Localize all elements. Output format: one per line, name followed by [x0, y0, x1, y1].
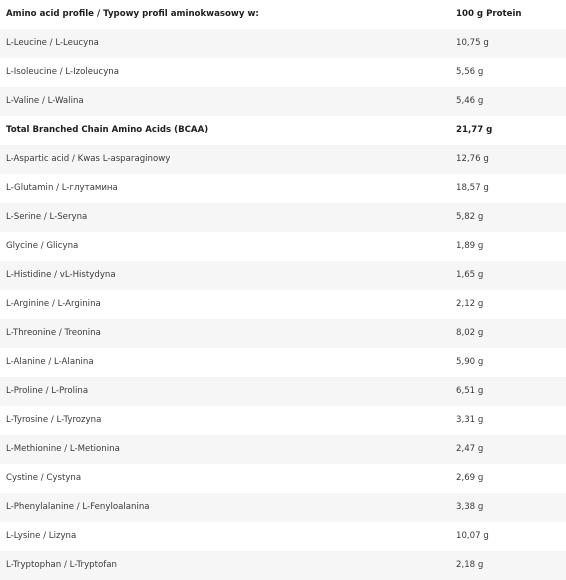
table-row: [0, 232, 566, 261]
amino-value-cell: 10,75 g: [456, 38, 489, 48]
table-row: [0, 348, 566, 377]
header-row: [0, 0, 566, 29]
amino-name-cell: L-Tyrosine / L-Tyrozyna: [6, 415, 102, 425]
table-row: [0, 522, 566, 551]
amino-value-cell: 2,18 g: [456, 560, 484, 570]
amino-value-cell: 3,31 g: [456, 415, 484, 425]
amino-value-cell: 6,51 g: [456, 386, 484, 396]
amino-name-cell: L-Methionine / L-Metionina: [6, 444, 120, 454]
table-header: [0, 0, 566, 29]
header-name-cell: Amino acid profile / Typowy profil aminokwasowy w:: [6, 9, 259, 19]
amino-value-cell: 18,57 g: [456, 183, 489, 193]
amino-value-cell: 5,46 g: [456, 96, 484, 106]
bcaa-total-row: [0, 116, 566, 145]
amino-name-cell: Glycine / Glicyna: [6, 241, 79, 251]
amino-name-cell: L-Tryptophan / L-Tryptofan: [6, 560, 117, 570]
amino-name-cell: L-Histidine / vL-Histydyna: [6, 270, 116, 280]
amino-value-cell: 10,07 g: [456, 531, 489, 541]
table-row: [0, 290, 566, 319]
amino-value-cell: 2,47 g: [456, 444, 484, 454]
table-row: [0, 261, 566, 290]
table-row: [0, 435, 566, 464]
table-row: [0, 203, 566, 232]
table-row: [0, 377, 566, 406]
table-row: [0, 551, 566, 580]
amino-name-cell: L-Lysine / Lizyna: [6, 531, 77, 541]
table-row: [0, 493, 566, 522]
amino-value-cell: 5,90 g: [456, 357, 484, 367]
table-row: [0, 174, 566, 203]
amino-value-cell: 5,56 g: [456, 67, 484, 77]
amino-name-cell: L-Alanine / L-Alanina: [6, 357, 94, 367]
amino-value-cell: 3,38 g: [456, 502, 484, 512]
bcaa-total-value-cell: 21,77 g: [456, 125, 493, 135]
bcaa-total-name-cell: Total Branched Chain Amino Acids (BCAA): [6, 125, 209, 135]
amino-name-cell: L-Valine / L-Walina: [6, 96, 84, 106]
table-row: [0, 319, 566, 348]
table-row: [0, 29, 566, 58]
amino-name-cell: L-Serine / L-Seryna: [6, 212, 88, 222]
amino-value-cell: 12,76 g: [456, 154, 489, 164]
amino-name-cell: L-Threonine / Treonina: [6, 328, 101, 338]
amino-value-cell: 5,82 g: [456, 212, 484, 222]
table-row: [0, 58, 566, 87]
table-row: [0, 145, 566, 174]
amino-name-cell: L-Phenylalanine / L-Fenyloalanina: [6, 502, 150, 512]
amino-name-cell: L-Proline / L-Prolina: [6, 386, 89, 396]
amino-value-cell: 2,12 g: [456, 299, 484, 309]
table-row: [0, 406, 566, 435]
header-value-cell: 100 g Protein: [456, 9, 522, 19]
amino-name-cell: Cystine / Cystyna: [6, 473, 82, 483]
table-body: [0, 29, 566, 580]
amino-name-cell: L-Arginine / L-Arginina: [6, 299, 101, 309]
amino-value-cell: 1,65 g: [456, 270, 484, 280]
amino-name-cell: L-Aspartic acid / Kwas L-asparaginowy: [6, 154, 171, 164]
amino-name-cell: L-Glutamin / L-глутамина: [6, 183, 118, 193]
amino-value-cell: 8,02 g: [456, 328, 484, 338]
amino-name-cell: L-Leucine / L-Leucyna: [6, 38, 99, 48]
amino-value-cell: 1,89 g: [456, 241, 484, 251]
amino-name-cell: L-Isoleucine / L-Izoleucyna: [6, 67, 120, 77]
table-row: [0, 464, 566, 493]
table-row: [0, 87, 566, 116]
amino-value-cell: 2,69 g: [456, 473, 484, 483]
